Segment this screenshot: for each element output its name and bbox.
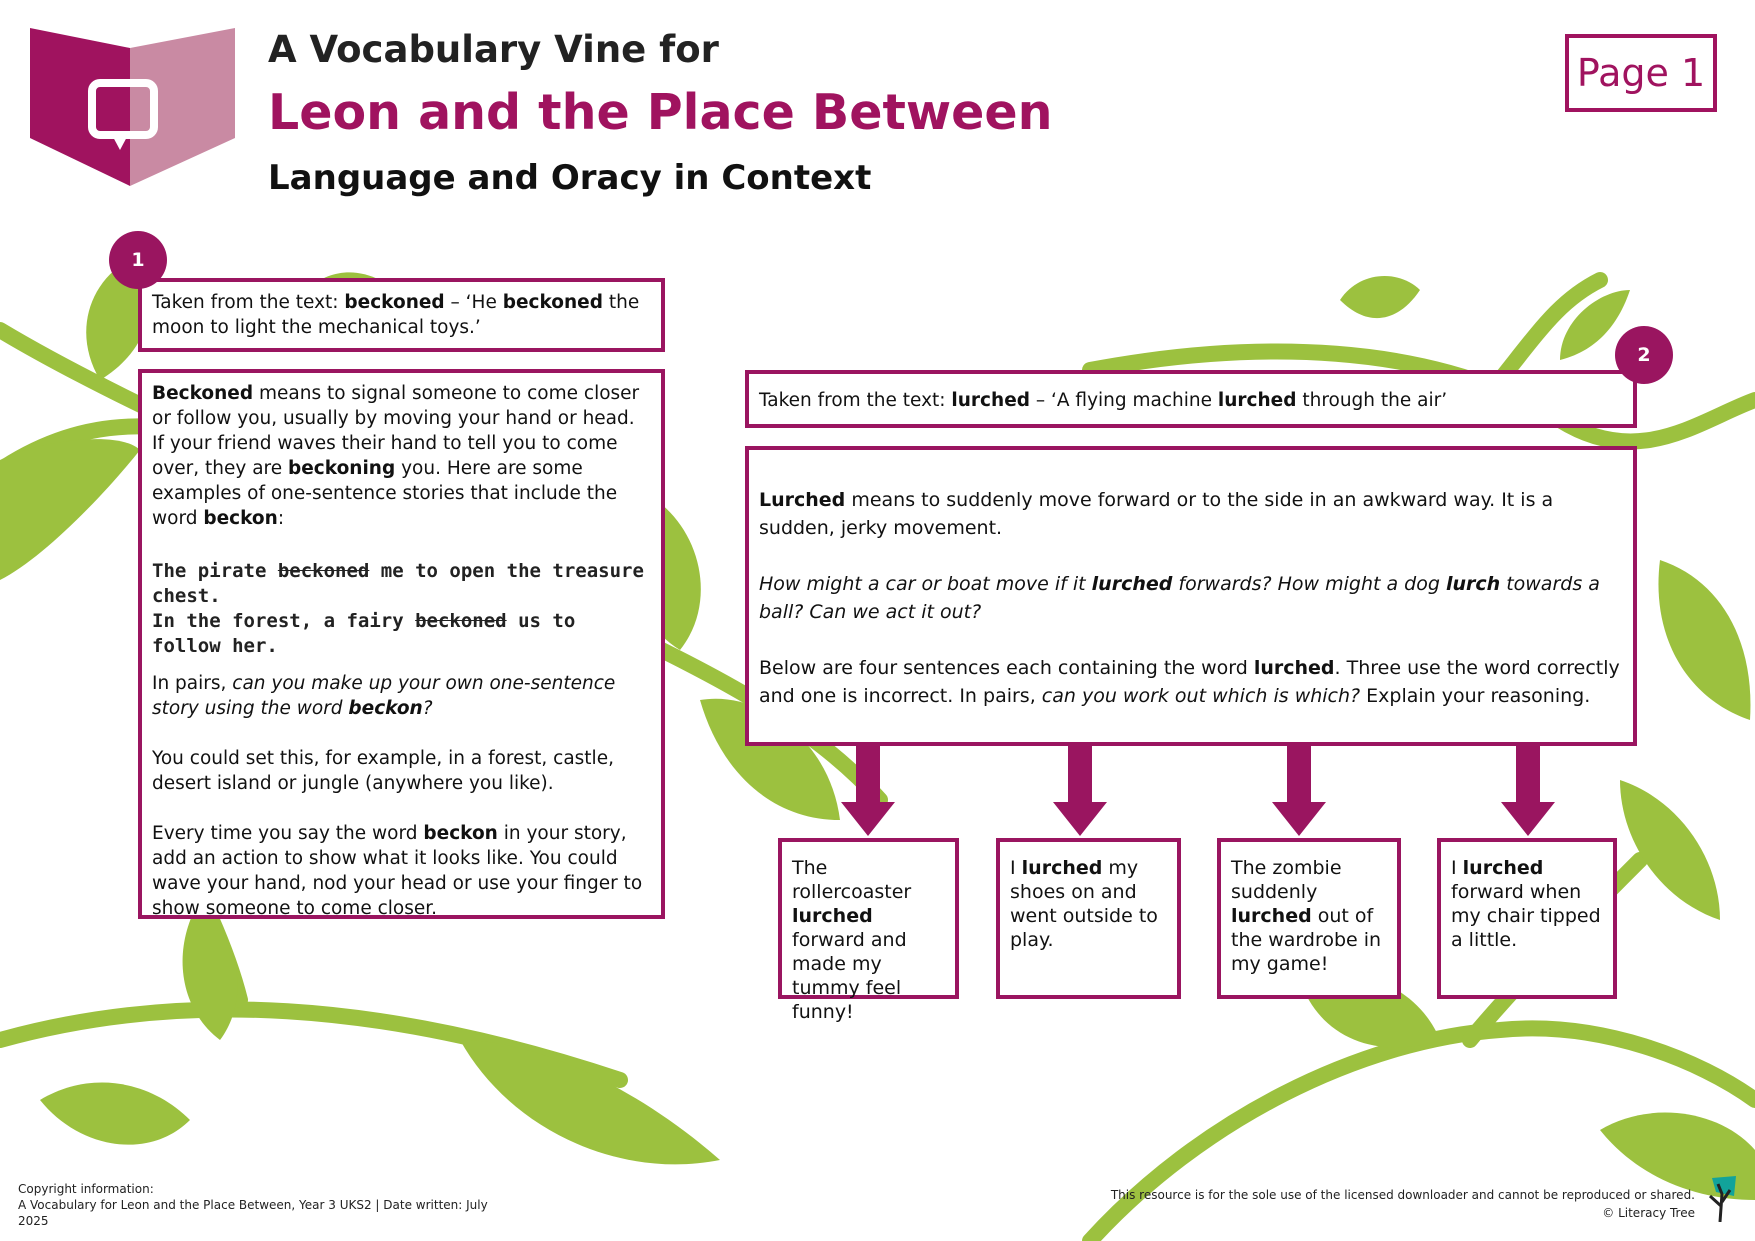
section2-main-box — [745, 446, 1637, 746]
sentence-text: I lurched forward when my chair tipped a little. — [1451, 857, 1601, 951]
arrow-down-icon — [1053, 742, 1107, 836]
section1-main-box — [138, 369, 665, 919]
section1-quote-box — [138, 278, 665, 352]
sentence-card-3 — [1217, 838, 1401, 999]
section2-quote: Taken from the text: lurched – ‘A flying machine lurched through the air’ — [759, 390, 1448, 411]
pairs-prompt: In pairs, can you make up your own one-sentence story using the word beckon? — [152, 673, 616, 719]
example-sentence-1: The pirate beckoned me to open the treasure chest. — [152, 560, 644, 607]
act-it-out-question: How might a car or boat move if it lurched forwards? How might a dog lurch towards a ball? Can we act it out? — [759, 573, 1600, 623]
copyright-line: A Vocabulary for Leon and the Place Between, Year 3 UKS2 | Date written: July 2025 — [18, 1198, 488, 1228]
sentence-card-2 — [996, 838, 1181, 999]
example-sentence-2: In the forest, a fairy beckoned us to follow her. — [152, 610, 576, 657]
copyright-info — [18, 1181, 498, 1229]
arrow-down-icon — [841, 742, 895, 836]
copyright-title: Copyright information: — [18, 1182, 154, 1196]
beckoned-definition: Beckoned means to signal someone to come closer or follow you, usually by moving your hand or head. If your friend waves their hand to tell you to come over, they are beckoning you. Here are some examples of one-sentence stories that include the word beckon: — [152, 383, 640, 529]
section-heading: Language and Oracy in Context — [268, 158, 872, 198]
page-badge: Page 1 — [1565, 34, 1717, 112]
rights-notice — [1030, 1186, 1695, 1222]
section1-quote: Taken from the text: beckoned – ‘He beckoned the moon to light the mechanical toys.’ — [152, 292, 640, 338]
arrow-down-icon — [1501, 742, 1555, 836]
lurched-definition: Lurched means to suddenly move forward or to the side in an awkward way. It is a sudden, jerky movement. — [759, 489, 1554, 539]
arrow-down-icon — [1272, 742, 1326, 836]
setting-suggestion: You could set this, for example, in a forest, castle, desert island or jungle (anywhere you like). — [152, 748, 614, 794]
sentences-instruction: Below are four sentences each containing the word lurched. Three use the word correctly and one is incorrect. In pairs, can you work out which is which? Explain your reasoning. — [759, 657, 1620, 707]
brand-text: © Literacy Tree — [1602, 1206, 1695, 1220]
rights-text: This resource is for the sole use of the licensed downloader and cannot be reproduced or shared. — [1110, 1188, 1695, 1202]
section1-number-badge: 1 — [109, 231, 167, 289]
section2-quote-box — [745, 370, 1637, 428]
book-speech-logo — [30, 28, 235, 186]
sentence-text: The zombie suddenly lurched out of the wardrobe in my game! — [1231, 857, 1382, 975]
book-title: Leon and the Place Between — [268, 84, 1053, 141]
sentence-text: The rollercoaster lurched forward and made my tummy feel funny! — [792, 857, 912, 1023]
action-instruction: Every time you say the word beckon in your story, add an action to show what it looks like. You could wave your hand, nod your head or use your finger to show someone to come closer. — [152, 823, 643, 919]
subtitle-heading: A Vocabulary Vine for — [268, 28, 719, 71]
section2-number-badge: 2 — [1615, 326, 1673, 384]
literacy-tree-logo — [1704, 1176, 1738, 1222]
sentence-card-4 — [1437, 838, 1617, 999]
sentence-card-1 — [778, 838, 959, 1023]
sentence-text: I lurched my shoes on and went outside to play. — [1010, 857, 1158, 951]
